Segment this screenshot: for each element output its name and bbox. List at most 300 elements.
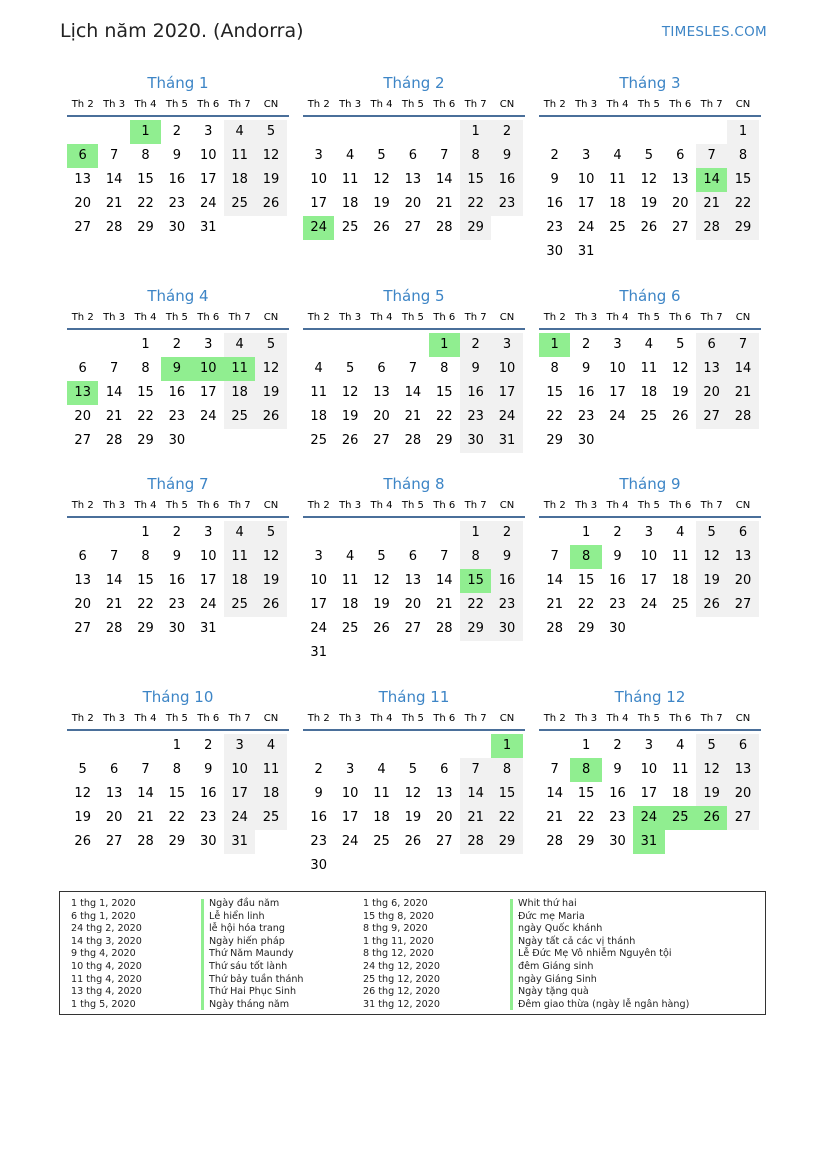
empty-cell [633,120,664,144]
day-cell: 20 [696,381,727,405]
weekday-label: Th 5 [401,713,424,724]
holiday-day-cell: 1 [130,120,161,144]
weekday-label: Th 3 [575,713,598,724]
weekday-label: Th 3 [575,99,598,110]
day-grid [539,120,761,264]
holiday-day-cell: 10 [193,357,224,381]
day-cell: 23 [168,597,186,612]
holiday-day-cell: 13 [67,381,98,405]
day-cell: 15 [546,385,563,400]
day-cell: 21 [435,597,453,612]
day-cell: 24 [491,405,522,429]
holiday-day-cell: 26 [696,806,727,830]
day-cell: 10 [224,758,255,782]
day-cell: 21 [105,409,123,424]
month-block [539,686,761,854]
day-cell: 27 [74,433,91,448]
holiday-day-cell: 8 [570,545,601,569]
month-block [303,72,525,240]
weekday-label: CN [735,500,751,511]
weekday-header [539,498,761,518]
day-cell: 18 [224,381,255,405]
day-cell: 31 [491,429,522,453]
day-cell: 28 [105,433,123,448]
day-cell: 16 [199,786,217,801]
weekday-label: Th 7 [700,312,723,323]
legend-holiday-name: Đức mẹ Maria [518,910,585,922]
day-cell: 5 [255,120,286,144]
weekday-header [67,711,289,731]
day-cell: 7 [727,333,758,357]
day-cell: 26 [373,220,390,235]
day-cell: 9 [491,144,522,168]
empty-cell [429,521,460,545]
day-cell: 6 [440,762,449,777]
day-cell: 18 [671,786,689,801]
day-cell: 1 [460,120,491,144]
weekday-label: Th 7 [464,99,487,110]
day-cell: 3 [204,124,213,139]
day-cell: 2 [491,120,522,144]
day-cell: 26 [255,593,286,617]
day-cell: 9 [172,148,181,163]
day-cell: 24 [199,196,217,211]
day-cell: 10 [491,357,522,381]
day-cell: 12 [255,357,286,381]
weekday-label: Th 2 [543,99,566,110]
day-cell: 9 [613,762,622,777]
day-cell: 16 [546,196,563,211]
day-cell: 20 [74,597,91,612]
empty-cell [67,333,98,357]
day-cell: 8 [460,144,491,168]
weekday-label: CN [263,500,279,511]
month-block [303,686,525,878]
weekday-label: Th 7 [700,713,723,724]
day-cell: 13 [727,758,758,782]
day-cell: 6 [727,734,758,758]
day-cell: 20 [373,409,390,424]
weekday-label: Th 5 [637,312,660,323]
day-cell: 2 [613,738,622,753]
day-cell: 11 [341,172,359,187]
weekday-label: Th 6 [433,312,456,323]
day-cell: 10 [577,172,595,187]
weekday-label: Th 3 [339,99,362,110]
day-cell: 16 [491,168,522,192]
day-cell: 26 [341,433,359,448]
day-cell: 29 [577,621,595,636]
day-cell: 28 [546,621,563,636]
day-cell: 8 [460,545,491,569]
empty-cell [397,521,428,545]
day-cell: 15 [137,385,154,400]
day-cell: 30 [168,433,186,448]
day-cell: 5 [377,148,386,163]
weekday-label: Th 3 [575,500,598,511]
day-cell: 4 [224,521,255,545]
weekday-label: Th 2 [71,713,94,724]
empty-cell [539,120,570,144]
day-cell: 26 [696,593,727,617]
day-cell: 3 [613,337,622,352]
weekday-label: CN [263,713,279,724]
day-cell: 1 [581,525,591,540]
weekday-label: CN [499,713,515,724]
day-cell: 16 [609,573,626,588]
legend-holiday-name: Lễ hiển linh [209,910,265,922]
day-cell: 25 [224,192,255,216]
day-cell: 28 [105,220,123,235]
day-cell: 23 [609,597,626,612]
day-cell: 6 [78,361,87,376]
day-cell: 27 [404,621,422,636]
day-grid [67,734,289,854]
day-cell: 12 [373,172,390,187]
legend-date: 25 thg 12, 2020 [363,973,440,985]
day-cell: 24 [199,409,217,424]
day-cell: 15 [491,782,522,806]
day-cell: 25 [224,593,255,617]
month-title: Tháng 8 [383,475,445,493]
day-cell: 10 [640,762,658,777]
empty-cell [334,734,365,758]
day-cell: 4 [676,525,685,540]
day-cell: 13 [696,357,727,381]
weekday-label: Th 3 [339,713,362,724]
weekday-header [303,97,525,117]
weekday-label: Th 5 [165,713,188,724]
day-cell: 1 [581,738,591,753]
day-cell: 18 [255,782,286,806]
holiday-day-cell: 1 [491,734,522,758]
day-cell: 20 [404,196,422,211]
day-cell: 16 [310,810,327,825]
empty-cell [98,333,129,357]
day-cell: 7 [550,762,559,777]
legend-holiday-name: Ngày hiến pháp [209,935,285,947]
holiday-day-cell: 31 [633,830,664,854]
weekday-header [303,711,525,731]
day-cell: 25 [341,621,359,636]
day-cell: 29 [137,220,154,235]
weekday-label: Th 5 [637,713,660,724]
day-cell: 15 [137,573,154,588]
day-cell: 4 [345,148,355,163]
day-cell: 17 [199,573,217,588]
day-cell: 13 [74,172,91,187]
empty-cell [98,120,129,144]
day-cell: 30 [491,617,522,641]
day-cell: 30 [609,621,626,636]
day-cell: 3 [314,148,323,163]
legend-date: 24 thg 12, 2020 [363,960,440,972]
day-cell: 29 [168,834,186,849]
day-cell: 30 [168,220,186,235]
day-cell: 11 [224,144,255,168]
day-cell: 6 [696,333,727,357]
day-cell: 29 [460,617,491,641]
month-block [539,72,761,264]
day-cell: 5 [644,148,653,163]
legend-names-left [209,898,304,1011]
weekday-label: Th 6 [197,713,220,724]
day-cell: 24 [224,806,255,830]
empty-cell [665,120,696,144]
weekday-label: CN [263,312,279,323]
day-cell: 1 [727,120,758,144]
day-cell: 12 [255,144,286,168]
weekday-header [67,97,289,117]
weekday-header [67,310,289,330]
day-cell: 3 [314,549,323,564]
day-cell: 26 [640,220,658,235]
day-cell: 23 [460,405,491,429]
empty-cell [460,734,491,758]
legend-holiday-name: đêm Giáng sinh [518,960,594,972]
month-title: Tháng 9 [619,475,681,493]
day-cell: 15 [168,786,186,801]
legend-date: 9 thg 4, 2020 [71,948,136,960]
day-cell: 16 [491,569,522,593]
day-cell: 11 [224,545,255,569]
day-cell: 29 [727,216,758,240]
day-cell: 2 [172,124,181,139]
day-cell: 5 [377,549,386,564]
day-cell: 18 [341,196,359,211]
holiday-day-cell: 11 [224,357,255,381]
weekday-label: Th 6 [669,500,692,511]
day-grid [67,120,289,240]
empty-cell [696,120,727,144]
weekday-label: Th 7 [464,713,487,724]
holiday-day-cell: 14 [696,168,727,192]
legend-dates-right [363,898,440,1011]
day-cell: 11 [255,758,286,782]
day-grid [539,333,761,453]
day-cell: 18 [224,569,255,593]
day-cell: 1 [141,337,150,352]
day-cell: 27 [435,834,453,849]
weekday-label: Th 3 [103,713,126,724]
day-cell: 3 [581,148,591,163]
empty-cell [334,333,365,357]
empty-cell [366,734,397,758]
month-block [67,285,289,453]
day-cell: 4 [644,337,653,352]
empty-cell [98,521,129,545]
day-cell: 18 [341,597,359,612]
day-cell: 25 [609,220,626,235]
weekday-label: Th 4 [134,99,157,110]
day-cell: 18 [609,196,626,211]
day-cell: 16 [609,786,626,801]
day-cell: 9 [314,786,323,801]
weekday-label: Th 4 [134,713,157,724]
day-cell: 25 [640,409,658,424]
month-block [67,686,289,854]
day-cell: 28 [137,834,154,849]
holiday-day-cell: 8 [570,758,601,782]
weekday-label: Th 6 [433,99,456,110]
day-cell: 2 [550,148,559,163]
day-cell: 12 [671,361,689,376]
day-cell: 31 [199,220,217,235]
empty-cell [303,521,334,545]
day-cell: 9 [172,549,181,564]
weekday-label: Th 4 [370,500,393,511]
site-link[interactable]: TIMESLES.COM [661,24,767,40]
weekday-label: Th 4 [370,713,393,724]
day-cell: 12 [696,758,727,782]
day-cell: 28 [435,621,453,636]
day-cell: 20 [727,782,758,806]
day-cell: 26 [671,409,689,424]
empty-cell [366,333,397,357]
day-cell: 20 [671,196,689,211]
weekday-label: Th 3 [339,500,362,511]
day-cell: 14 [105,385,123,400]
day-cell: 16 [460,381,491,405]
day-grid [539,521,761,641]
day-cell: 26 [74,834,91,849]
day-cell: 18 [640,385,658,400]
empty-cell [429,734,460,758]
empty-cell [303,333,334,357]
weekday-label: CN [499,500,515,511]
day-cell: 21 [546,810,563,825]
day-cell: 4 [224,120,255,144]
month-title: Tháng 4 [147,287,209,305]
month-title: Tháng 11 [378,688,450,706]
day-cell: 16 [577,385,595,400]
day-cell: 21 [435,196,453,211]
day-cell: 13 [671,172,689,187]
legend-holiday-name: ngày Quốc khánh [518,923,603,935]
weekday-label: Th 6 [433,713,456,724]
day-cell: 3 [345,762,355,777]
day-grid [67,333,289,453]
day-cell: 26 [255,192,286,216]
day-cell: 16 [168,172,186,187]
day-cell: 1 [460,521,491,545]
day-cell: 19 [74,810,91,825]
day-cell: 21 [404,409,422,424]
day-cell: 23 [168,409,186,424]
weekday-label: Th 5 [165,500,188,511]
weekday-label: Th 5 [165,99,188,110]
weekday-label: Th 3 [575,312,598,323]
day-cell: 28 [696,216,727,240]
day-cell: 27 [727,806,758,830]
day-cell: 24 [310,621,327,636]
day-cell: 24 [640,597,658,612]
weekday-header [539,711,761,731]
legend-dates-left [71,898,142,1011]
day-cell: 10 [310,573,327,588]
day-cell: 18 [224,168,255,192]
day-cell: 21 [727,381,758,405]
holiday-day-cell: 24 [633,806,664,830]
day-cell: 20 [727,569,758,593]
weekday-label: Th 6 [669,713,692,724]
day-cell: 22 [460,192,491,216]
weekday-label: Th 7 [700,99,723,110]
day-cell: 25 [341,220,359,235]
day-cell: 8 [141,549,150,564]
legend-date: 1 thg 1, 2020 [71,898,136,909]
legend-bar-right [510,899,513,1010]
day-cell: 17 [310,597,327,612]
day-cell: 29 [435,433,453,448]
day-cell: 11 [640,361,658,376]
legend-holiday-name: ngày Giáng Sinh [518,973,597,985]
day-cell: 5 [696,521,727,545]
empty-cell [539,734,570,758]
day-grid [303,333,525,453]
weekday-label: Th 4 [606,312,629,323]
weekday-label: Th 4 [134,312,157,323]
day-cell: 7 [141,762,150,777]
day-cell: 26 [404,834,422,849]
day-grid [303,734,525,878]
holiday-day-cell: 1 [539,333,570,357]
weekday-label: Th 2 [543,500,566,511]
legend-holiday-name: Ngày tháng năm [209,998,290,1010]
day-cell: 17 [577,196,595,211]
holiday-day-cell: 1 [429,333,460,357]
day-cell: 19 [404,810,422,825]
day-cell: 17 [199,172,217,187]
weekday-label: Th 6 [669,99,692,110]
day-cell: 22 [727,192,758,216]
day-cell: 7 [460,758,491,782]
day-cell: 30 [199,834,217,849]
day-cell: 15 [137,172,154,187]
month-block [539,473,761,641]
day-cell: 18 [373,810,390,825]
legend-holiday-name: Ngày tặng quà [518,986,589,998]
day-cell: 30 [577,433,595,448]
day-cell: 14 [435,172,453,187]
day-cell: 4 [224,333,255,357]
day-cell: 23 [491,192,522,216]
month-title: Tháng 6 [619,287,681,305]
day-cell: 23 [491,593,522,617]
day-cell: 22 [460,593,491,617]
holiday-day-cell: 25 [665,806,696,830]
day-cell: 9 [460,357,491,381]
day-cell: 19 [373,196,390,211]
day-grid [303,521,525,665]
day-cell: 5 [696,734,727,758]
day-cell: 8 [141,361,150,376]
weekday-header [539,97,761,117]
day-cell: 5 [78,762,87,777]
day-cell: 14 [105,172,123,187]
weekday-label: Th 2 [71,500,94,511]
weekday-label: CN [735,99,751,110]
weekday-label: Th 7 [228,312,251,323]
day-cell: 7 [440,148,449,163]
day-cell: 6 [408,549,417,564]
day-cell: 7 [109,549,119,564]
day-cell: 14 [546,786,563,801]
day-cell: 15 [577,573,595,588]
day-cell: 31 [310,645,327,660]
day-grid [539,734,761,854]
weekday-label: CN [263,99,279,110]
